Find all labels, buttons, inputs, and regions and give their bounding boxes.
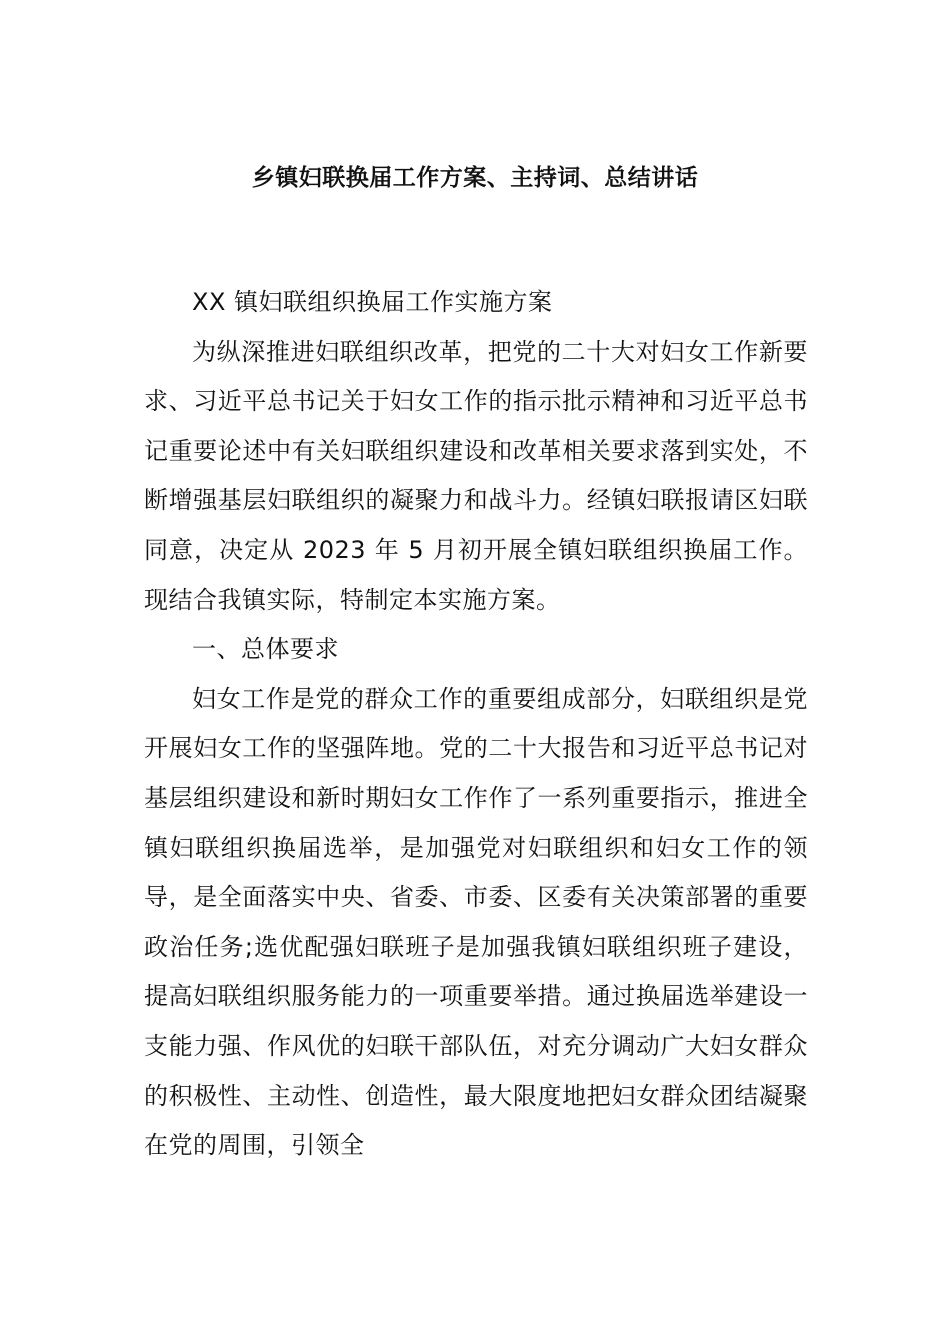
document-body: [144, 278, 808, 1171]
section-heading-plan-title: XX 镇妇联组织换届工作实施方案: [192, 288, 553, 316]
section-heading-general-requirements: 一、总体要求: [192, 635, 339, 664]
paragraph-intro: 为纵深推进妇联组织改革，把党的二十大对妇女工作新要求、习近平总书记关于妇女工作的指示批示精神和习近平总书记重要论述中有关妇联组织建设和改革相关要求落到实处，不断增强基层妇联组织的凝聚力和战斗力。经镇妇联报请区妇联同意，决定从 2023 年 5 月初开展全镇妇联组织换届工作。现结合我镇实际，特制定本实施方案。: [144, 337, 808, 614]
paragraph-general-requirements: 妇女工作是党的群众工作的重要组成部分，妇联组织是党开展妇女工作的坚强阵地。党的二十大报告和习近平总书记对基层组织建设和新时期妇女工作作了一系列重要指示，推进全镇妇联组织换届选举，是加强党对妇联组织和妇女工作的领导，是全面落实中央、省委、市委、区委有关决策部署的重要政治任务;选优配强妇联班子是加强我镇妇联组织班子建设，提高妇联组织服务能力的一项重要举措。通过换届选举建设一支能力强、作风优的妇联干部队伍，对充分调动广大妇女群众的积极性、主动性、创造性，最大限度地把妇女群众团结凝聚在党的周围，引领全: [144, 684, 808, 1160]
document-title: 乡镇妇联换届工作方案、主持词、总结讲话: [251, 165, 699, 191]
